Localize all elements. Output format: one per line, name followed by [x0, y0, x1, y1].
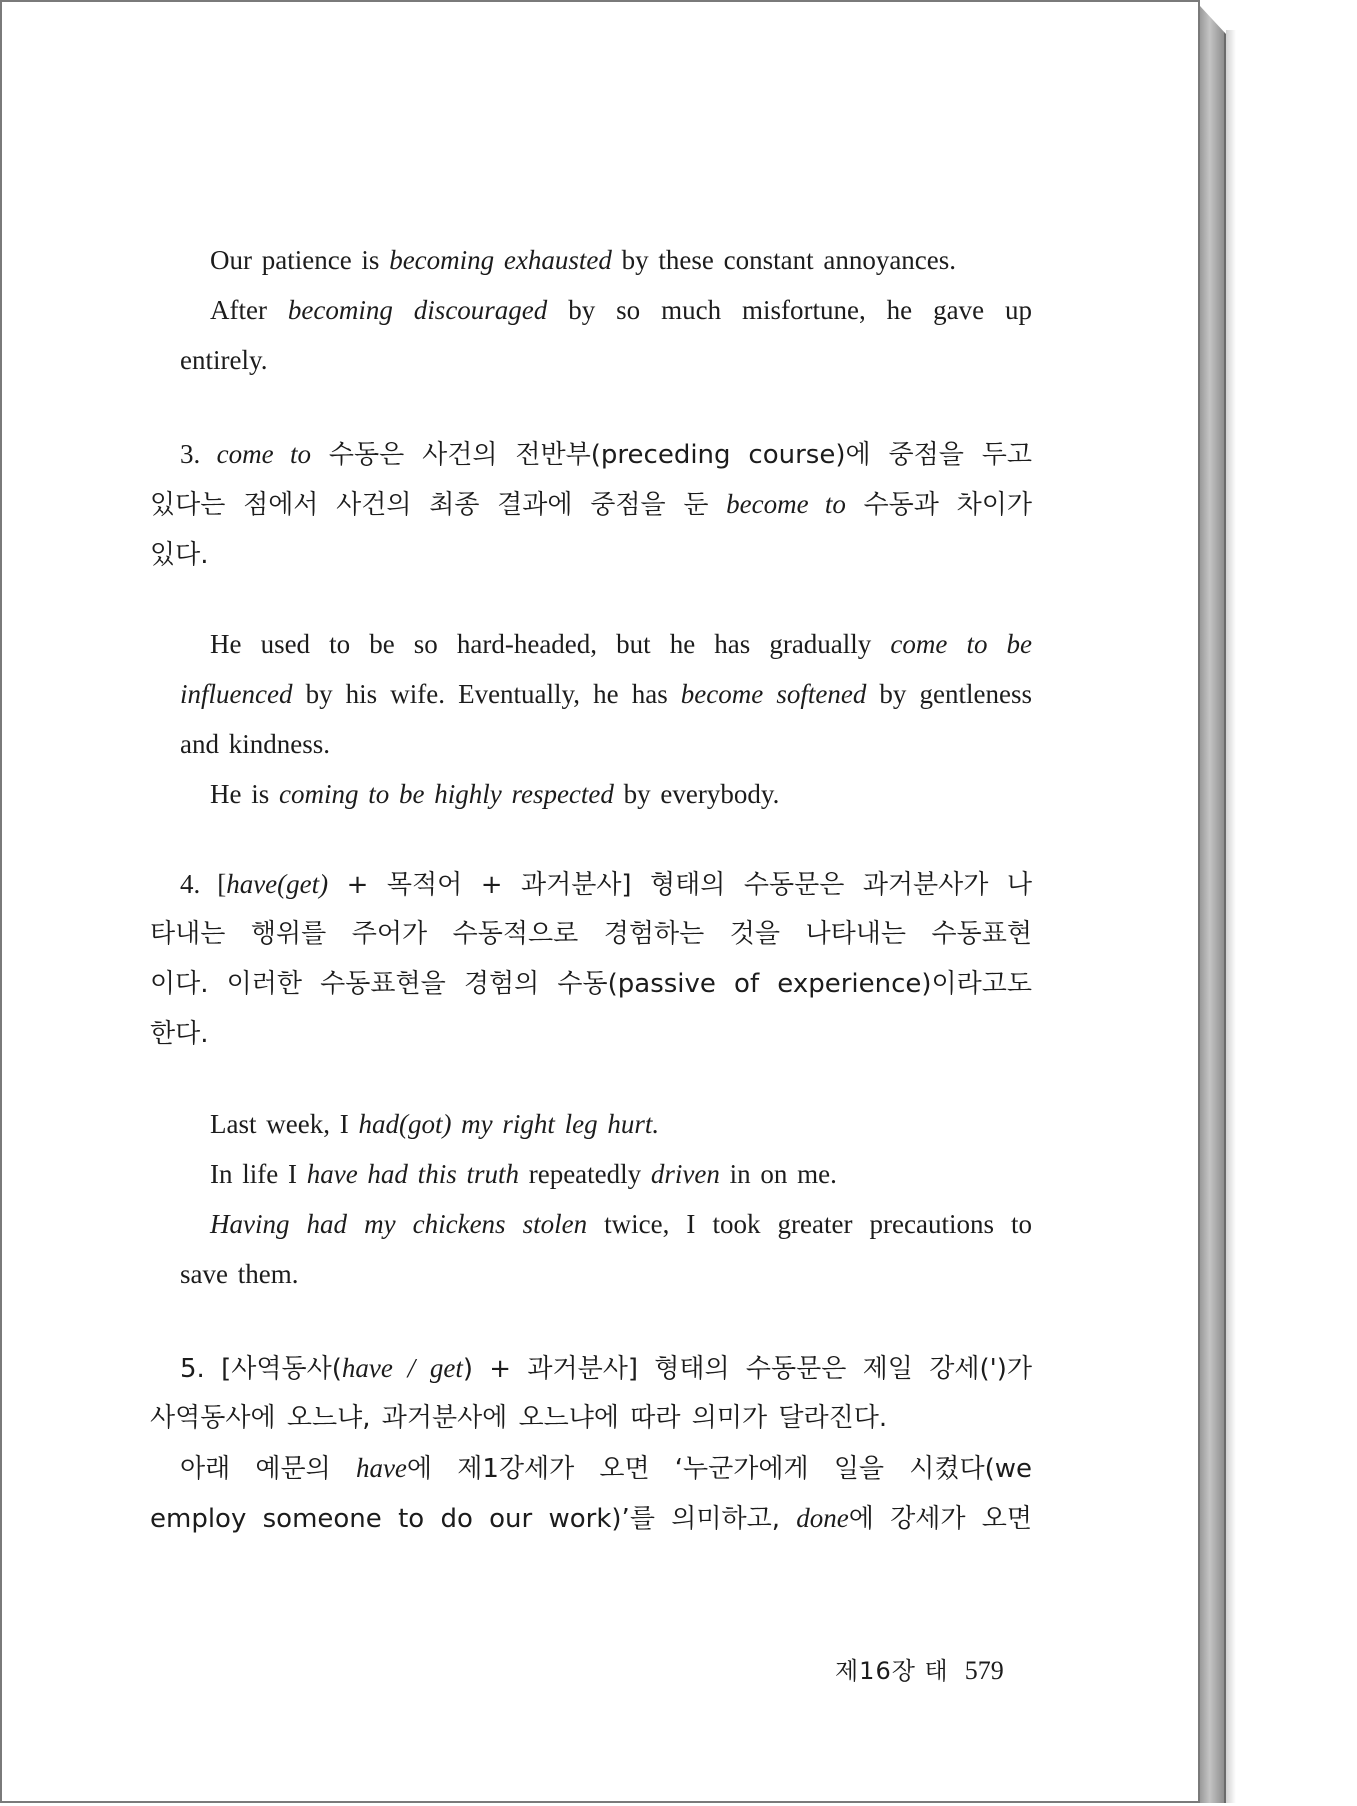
example-line: After becoming discouraged by so much misfortune, he gave up	[210, 295, 1032, 325]
page-shadow	[1226, 30, 1236, 1803]
page-footer	[835, 1651, 1004, 1686]
example-line: entirely.	[180, 345, 268, 375]
section-5-line: 아래 예문의 have에 제1강세가 오면 ‘누군가에게 일을 시켰다(we	[180, 1453, 1032, 1484]
section-5-line: 사역동사에 오느냐, 과거분사에 오느냐에 따라 의미가 달라진다.	[150, 1403, 888, 1433]
page-stack-edge	[1200, 6, 1226, 1803]
example-line: and kindness.	[180, 729, 330, 759]
example-line: Last week, I had(got) my right leg hurt.	[210, 1109, 660, 1139]
page-body	[150, 235, 1032, 1543]
example-line: He is coming to be highly respected by everybody.	[210, 779, 780, 809]
section-3-line: 있다.	[150, 540, 209, 570]
section-4-line: 4. [have(get) + 목적어 + 과거분사] 형태의 수동문은 과거분사가 나	[180, 869, 1032, 900]
section-5-line: employ someone to do our work)’를 의미하고, done에 강세가 오면	[150, 1503, 1032, 1534]
section-4-line: 타내는 행위를 주어가 수동적으로 경험하는 것을 나타내는 수동표현	[150, 919, 1032, 949]
example-line: influenced by his wife. Eventually, he has become softened by gentleness	[180, 679, 1032, 709]
example-line: save them.	[180, 1259, 299, 1289]
section-4-line: 한다.	[150, 1019, 209, 1049]
page-number: 579	[964, 1656, 1004, 1685]
example-line: He used to be so hard-headed, but he has gradually come to be	[210, 629, 1033, 659]
example-line: In life I have had this truth repeatedly driven in on me.	[210, 1159, 837, 1189]
example-line: Our patience is becoming exhausted by these constant annoyances.	[210, 245, 957, 275]
section-3-line: 있다는 점에서 사건의 최종 결과에 중점을 둔 become to 수동과 차이가	[150, 489, 1032, 520]
section-5-line: 5. [사역동사(have / get) + 과거분사] 형태의 수동문은 제일 강세(')가	[180, 1353, 1032, 1384]
chapter-label: 제16장 태	[835, 1657, 949, 1685]
section-4-line: 이다. 이러한 수동표현을 경험의 수동(passive of experience)이라고도	[150, 969, 1032, 999]
section-3-line: 3. come to 수동은 사건의 전반부(preceding course)에 중점을 두고	[180, 439, 1032, 470]
example-line: Having had my chickens stolen twice, I took greater precautions to	[210, 1209, 1033, 1239]
